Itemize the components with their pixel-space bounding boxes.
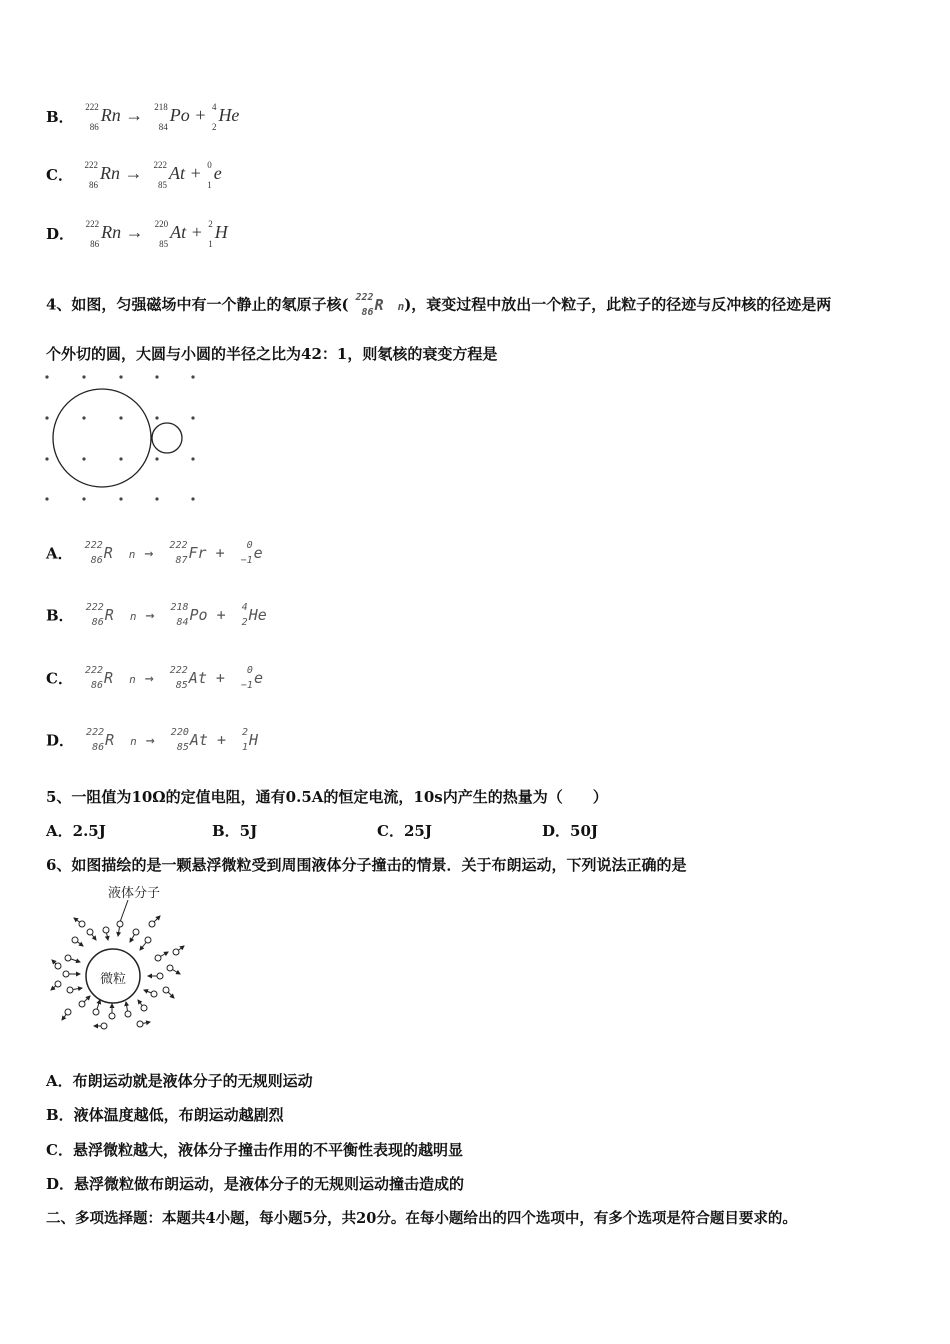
- q4-option-b[interactable]: [46, 602, 267, 628]
- q6-stem: 6、如图描绘的是一颗悬浮微粒受到周围液体分子撞击的情景．关于布朗运动，下列说法正确的是: [46, 856, 687, 874]
- q4-option-d[interactable]: [46, 727, 258, 753]
- q3-option-d[interactable]: [46, 219, 228, 249]
- option-label: B．: [46, 606, 74, 625]
- decay-equation: 222 86 R n → 222 87 Fr + 0 −1 e: [84, 540, 263, 566]
- decay-equation: 222 86 R n → 218 84 Po + 4 2 He: [85, 602, 267, 628]
- option-label: D．: [46, 731, 75, 750]
- decay-equation: 222 86 R n → 222 85 At + 0 −1 e: [84, 665, 263, 691]
- field-dots: [45, 375, 194, 500]
- decay-equation: 222 86 Rn → 218 84 Po + 4 2 He: [85, 102, 240, 132]
- q4-stem-line2: 个外切的圆，大圆与小圆的半径之比为42：1，则氡核的衰变方程是: [46, 345, 498, 363]
- small-track-circle: [152, 423, 182, 453]
- q6-option-c[interactable]: C．悬浮微粒越大，液体分子撞击作用的不平衡性表现的越明显: [46, 1141, 463, 1159]
- decay-equation: 222 86 R n → 220 85 At + 2 1 H: [86, 727, 259, 753]
- section-heading: 二、多项选择题：本题共4小题，每小题5分，共20分。在每小题给出的四个选项中，有多个选项是符合题目要求的。: [46, 1210, 797, 1227]
- large-track-circle: [53, 389, 151, 487]
- option-label: A．: [46, 544, 73, 563]
- q6-option-a[interactable]: A．布朗运动就是液体分子的无规则运动: [46, 1072, 313, 1090]
- q4-option-a[interactable]: [46, 540, 263, 566]
- option-label: B．: [46, 108, 74, 127]
- radon-nucleus: 222 86 R n: [355, 292, 405, 318]
- q5-option-d[interactable]: D．50J: [542, 822, 598, 840]
- q5-option-a[interactable]: A．2.5J: [46, 822, 106, 840]
- q4-option-c[interactable]: [46, 665, 263, 691]
- decay-equation: 222 86 Rn → 222 85 At + 0 1 e: [84, 160, 222, 190]
- q6-option-b[interactable]: B．液体温度越低，布朗运动越剧烈: [46, 1106, 284, 1124]
- option-label: D．: [46, 225, 75, 244]
- q3-option-c[interactable]: [46, 160, 222, 190]
- option-label: C．: [46, 669, 73, 688]
- brownian-motion-figure: [48, 880, 193, 1030]
- q5-option-b[interactable]: B．5J: [212, 822, 258, 840]
- q6-option-d[interactable]: D．悬浮微粒做布朗运动，是液体分子的无规则运动撞击造成的: [46, 1175, 465, 1193]
- q5-option-c[interactable]: C．25J: [377, 822, 432, 840]
- particle-label: 微粒: [100, 972, 127, 987]
- decay-equation: 222 86 Rn → 220 85 At + 2 1 H: [85, 219, 228, 249]
- q5-stem: 5、一阻值为10Ω的定值电阻，通有0.5A的恒定电流，10s内产生的热量为（ ）: [46, 788, 608, 806]
- magnetic-field-figure: [40, 370, 205, 505]
- q4-stem-line1: 4、如图，匀强磁场中有一个静止的氡原子核( 222 86 R n)，衰变过程中放出一个粒子，此粒子的径迹与反冲核的径迹是两: [46, 292, 832, 318]
- liquid-molecule-label: 液体分子: [108, 886, 161, 901]
- option-label: C．: [46, 166, 73, 185]
- q3-option-b[interactable]: [46, 102, 239, 132]
